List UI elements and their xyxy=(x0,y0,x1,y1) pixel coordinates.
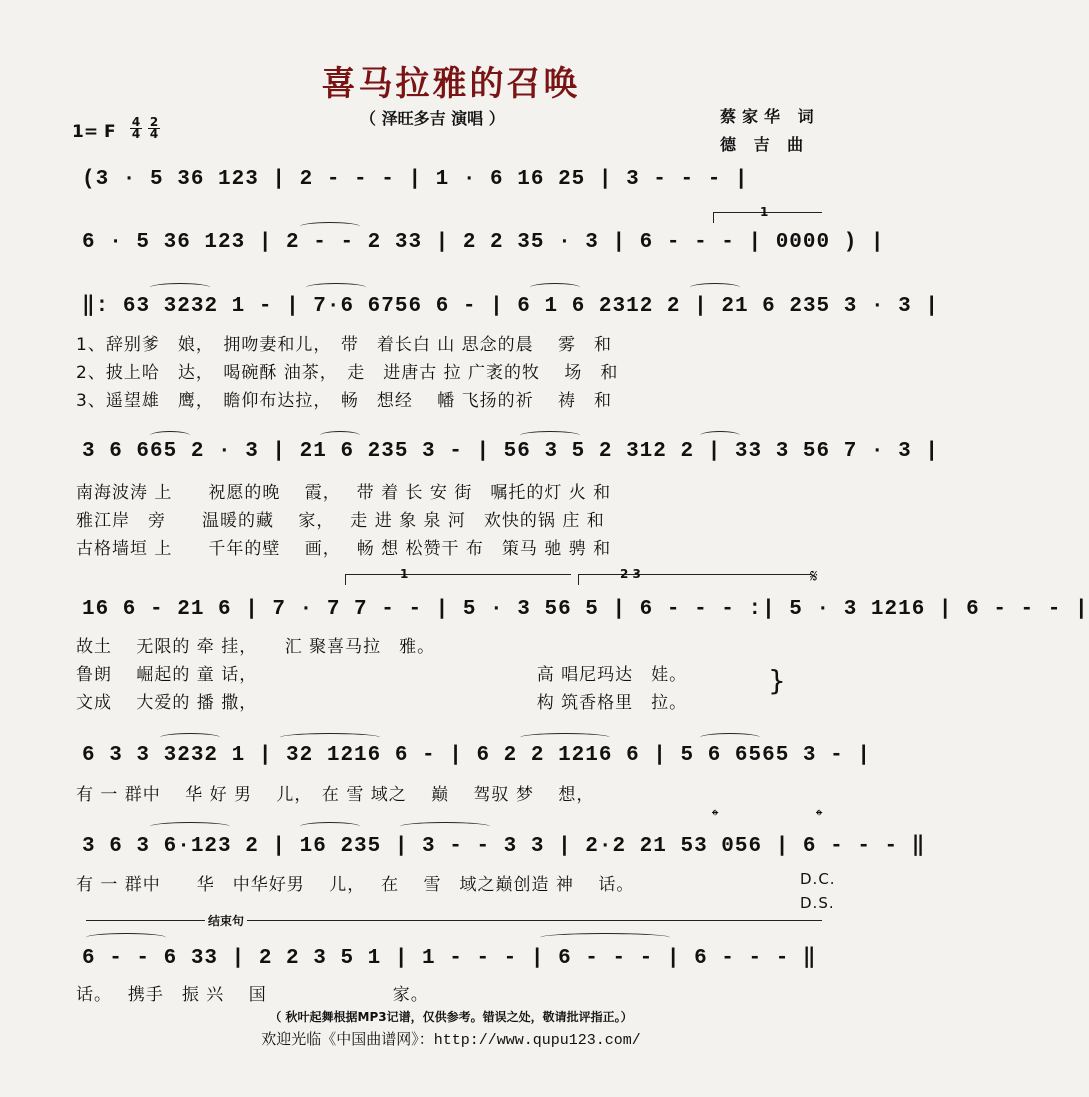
transcriber-note: （ 秋叶起舞根据MP3记谱，仅供参考。错误之处，敬请批评指正。） xyxy=(269,1010,633,1024)
lyric-verse-3: 3、遥望雄 鹰， 瞻仰布达拉， 畅 想经 幡 飞扬的祈 祷 和 xyxy=(76,391,613,411)
key-signature: 1= F xyxy=(72,122,116,142)
lyric-verse-2: 雅江岸 旁 温暖的藏 家， 走 进 象 泉 河 欢快的锅 庄 和 xyxy=(76,511,605,531)
time-signature-2-4: 2 4 xyxy=(149,115,159,141)
slur xyxy=(400,822,490,831)
lyric-verse-2: 鲁朗 崛起的 童 话， 高 唱尼玛达 娃。 xyxy=(76,665,688,685)
lyric-verse-1: 故土 无限的 牵 挂， 汇 聚喜马拉 雅。 xyxy=(76,637,436,657)
volta-bracket xyxy=(345,574,571,585)
slur xyxy=(300,222,360,231)
slur xyxy=(700,431,740,440)
slur xyxy=(690,283,740,292)
slur xyxy=(320,431,360,440)
slur xyxy=(700,733,760,742)
dc-marking: D.C. xyxy=(800,870,836,888)
lyric-verse-3: 古格墙垣 上 千年的壁 画， 畅 想 松赞干 布 策马 驰 骋 和 xyxy=(76,539,612,559)
ending-bracket xyxy=(86,920,822,921)
notation-row-1: (3 · 5 36 123 | 2 - - - | 1 · 6 16 25 | 3 - - - | xyxy=(82,168,749,191)
coda-icon: 𝄌 xyxy=(712,806,719,827)
lyricist-credit: 蔡家华 词 xyxy=(720,107,820,126)
slur xyxy=(150,431,190,440)
lyric-line: 有 一 群中 华 中华好男 儿， 在 雪 域之巅创造 神 话。 xyxy=(76,875,635,895)
slur xyxy=(520,733,610,742)
lyric-verse-3: 文成 大爱的 播 撒， 构 筑香格里 拉。 xyxy=(76,693,688,713)
notation-row-2: 6 · 5 36 123 | 2 - - 2 33 | 2 2 35 · 3 | 6 - - - | 0000 ) | xyxy=(82,231,885,254)
lyric-line: 有 一 群中 华 好 男 儿， 在 雪 域之 巅 驾驭 梦 想， xyxy=(76,785,595,805)
slur xyxy=(306,283,366,292)
site-link[interactable]: 欢迎光临《中国曲谱网》：http://www.qupu123.com/ xyxy=(261,1032,641,1049)
notation-row-7: 3 6 3 6·123 2 | 16 235 | 3 - - 3 3 | 2·2 21 53 056 | 6 - - - ‖ xyxy=(82,835,926,858)
song-title: 喜马拉雅的召唤 xyxy=(321,64,581,104)
segno-icon: 𝄋 xyxy=(810,566,818,587)
slur xyxy=(300,822,360,831)
lyric-verse-2: 2、披上哈 达， 喝碗酥 油茶， 走 进唐古 拉 广袤的牧 场 和 xyxy=(76,363,619,383)
slur xyxy=(86,933,166,942)
notation-row-ending: 6 - - 6 33 | 2 2 3 5 1 | 1 - - - | 6 - - - | 6 - - - ‖ xyxy=(82,947,817,970)
composer-credit: 德 吉 曲 xyxy=(720,135,810,154)
notation-row-5: 16 6 - 21 6 | 7 · 7 7 - - | 5 · 3 56 5 | 6 - - - :| 5 · 3 1216 | 6 - - - | xyxy=(82,598,1089,621)
coda-icon: 𝄌 xyxy=(816,806,823,827)
volta-label: 2 3 xyxy=(620,567,641,581)
slur xyxy=(150,822,230,831)
volta-label: 1 xyxy=(760,205,769,219)
notation-row-3: ‖: 63 3232 1 - | 7·6 6756 6 - | 6 1 6 2312 2 | 21 6 235 3 · 3 | xyxy=(82,295,939,318)
brace-icon: } xyxy=(768,664,786,697)
lyric-verse-1: 1、辞别爹 娘， 拥吻妻和儿， 带 着长白 山 思念的晨 雾 和 xyxy=(76,335,613,355)
ds-marking: D.S. xyxy=(800,894,835,912)
slur xyxy=(540,933,670,942)
lyric-verse-1: 南海波涛 上 祝愿的晚 霞， 带 着 长 安 街 嘱托的灯 火 和 xyxy=(76,483,612,503)
notation-row-4: 3 6 665 2 · 3 | 21 6 235 3 - | 56 3 5 2 312 2 | 33 3 56 7 · 3 | xyxy=(82,440,939,463)
lyric-line: 话。 携手 振 兴 国 家。 xyxy=(76,985,429,1005)
singer-credit: （ 泽旺多吉 演唱 ） xyxy=(360,109,505,128)
ending-label: 结束句 xyxy=(205,912,247,929)
volta-bracket xyxy=(578,574,811,585)
slur xyxy=(160,733,220,742)
volta-label: 1 xyxy=(400,567,409,581)
notation-row-6: 6 3 3 3232 1 | 32 1216 6 - | 6 2 2 1216 6 | 5 6 6565 3 - | xyxy=(82,744,871,767)
slur xyxy=(520,431,580,440)
slur xyxy=(530,283,580,292)
slur xyxy=(280,733,380,742)
slur xyxy=(150,283,210,292)
time-signature-4-4: 4 4 xyxy=(131,115,141,141)
